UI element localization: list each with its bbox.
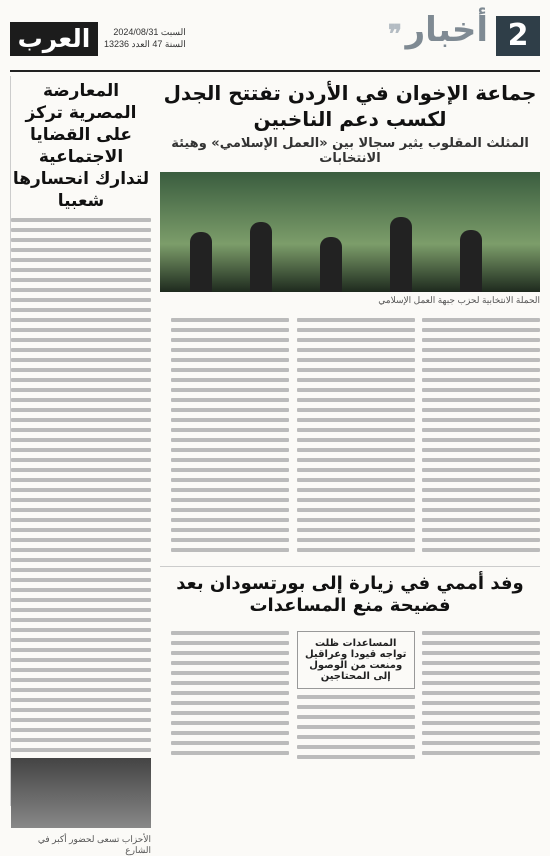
main-area (160, 76, 540, 765)
text-column (422, 625, 540, 761)
lead-subheadline: المثلث المقلوب يثير سجالا بين «العمل الإسلامي» وهيئة الانتخابات (171, 136, 529, 166)
side-column (10, 76, 151, 855)
quote-icon: ❞ (388, 20, 402, 50)
section-name: أخبار (405, 10, 488, 50)
second-body (160, 625, 540, 765)
photo-figure (190, 232, 212, 292)
photo-figure (250, 222, 272, 292)
pull-quote: المساعدات ظلت تواجه قيودا وعراقيل ومنعت من الوصول إلى المحتاجين (297, 631, 415, 689)
lead-photo (160, 172, 540, 292)
text-column (171, 312, 289, 558)
text-column (297, 312, 415, 558)
side-photo-caption: الأحزاب تسعى لحضور أكبر في الشارع (37, 834, 151, 855)
text-column (297, 625, 415, 765)
photo-figure (460, 230, 482, 292)
issue-line: السنة 47 العدد 13236 (104, 39, 186, 49)
lead-body (160, 312, 540, 558)
lead-photo-caption: الحملة الانتخابية لحزب جبهة العمل الإسلامي (378, 295, 540, 305)
section-number: 2 (496, 16, 540, 56)
date-line: السبت 2024/08/31 (113, 27, 186, 37)
photo-figure (320, 237, 342, 292)
text-column (171, 625, 289, 761)
newspaper-logo: العرب (10, 22, 98, 56)
masthead-rule (10, 70, 540, 72)
masthead (10, 10, 540, 66)
second-headline: وفد أممي في زيارة إلى بورتسودان بعد فضيحة منع المساعدات (160, 566, 540, 617)
lead-headline: جماعة الإخوان في الأردن تفتتح الجدل لكسب دعم الناخبين (163, 81, 537, 131)
side-headline: المعارضة المصرية تركز على القضايا الاجتماعية لتدارك انحسارها شعبيا (12, 81, 150, 211)
text-column (422, 312, 540, 558)
side-photo (11, 758, 151, 828)
photo-figure (390, 217, 412, 292)
issue-info (104, 26, 186, 50)
